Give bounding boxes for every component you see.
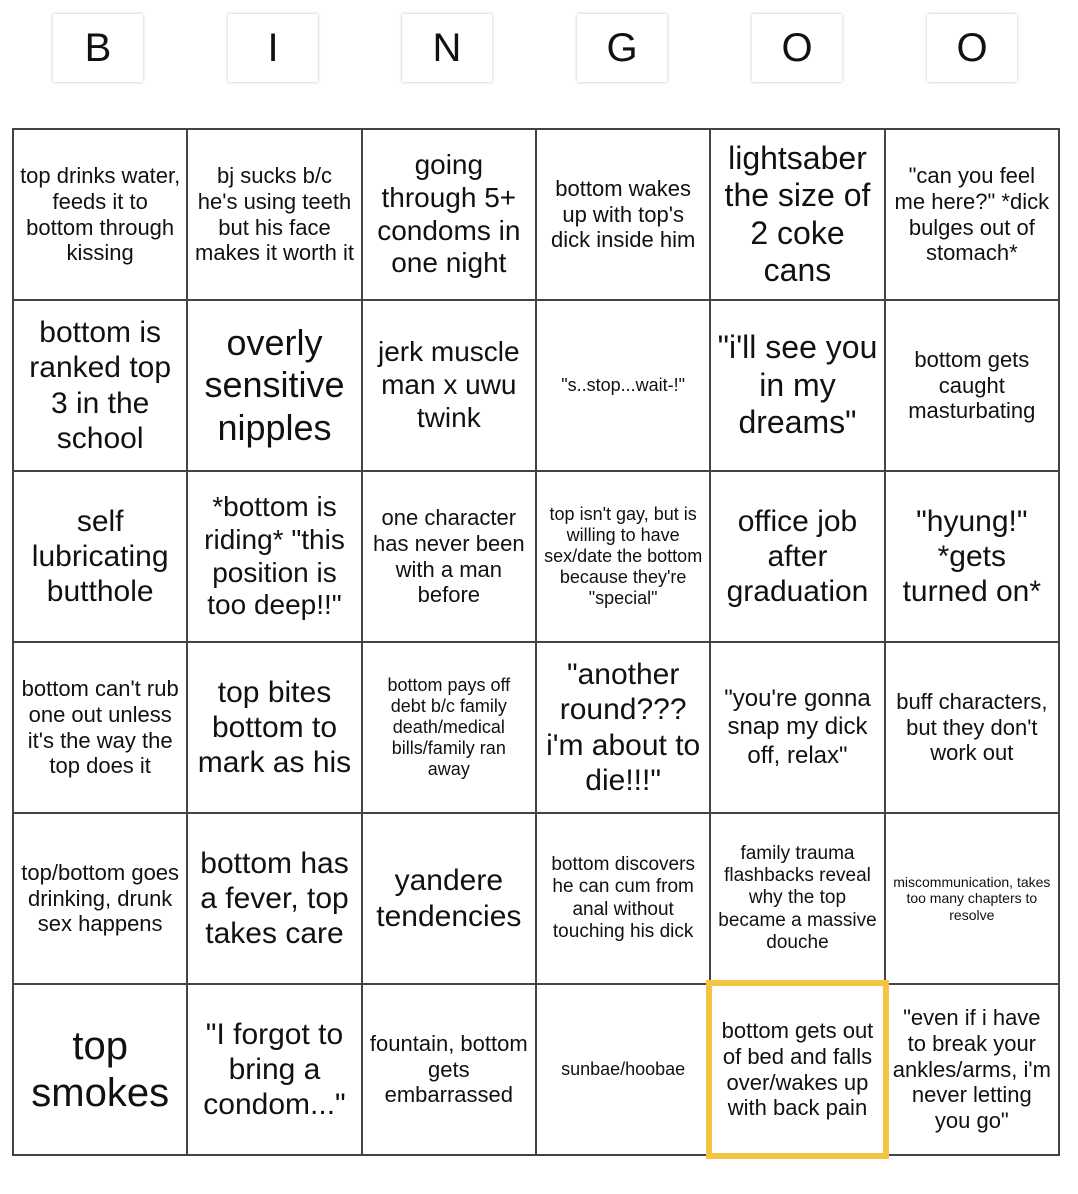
bingo-cell[interactable]: "another round??? i'm about to die!!!" xyxy=(536,642,710,813)
bingo-cell[interactable]: family trauma flashbacks reveal why the top became a massive douche xyxy=(710,813,884,984)
bingo-cell[interactable]: "even if i have to break your ankles/arms, i'm never letting you go" xyxy=(885,984,1059,1155)
bingo-cell[interactable]: *bottom is riding* "this position is too deep!!" xyxy=(187,471,361,642)
bingo-cell[interactable]: "I forgot to bring a condom..." xyxy=(187,984,361,1155)
bingo-cell[interactable]: "hyung!" *gets turned on* xyxy=(885,471,1059,642)
bingo-row xyxy=(13,129,1059,300)
bingo-cell[interactable]: top smokes xyxy=(13,984,187,1155)
bingo-row xyxy=(13,984,1059,1155)
bingo-cell[interactable]: lightsaber the size of 2 coke cans xyxy=(710,129,884,300)
bingo-cell[interactable]: self lubricating butthole xyxy=(13,471,187,642)
bingo-row xyxy=(13,471,1059,642)
bingo-cell[interactable]: top bites bottom to mark as his xyxy=(187,642,361,813)
bingo-grid xyxy=(12,128,1060,1156)
header-letter-n: N xyxy=(402,14,492,82)
bingo-row xyxy=(13,300,1059,471)
bingo-cell[interactable]: top isn't gay, but is willing to have sex/date the bottom because they're "special" xyxy=(536,471,710,642)
bingo-cell[interactable]: top/bottom goes drinking, drunk sex happens xyxy=(13,813,187,984)
bingo-cell[interactable]: bottom discovers he can cum from anal without touching his dick xyxy=(536,813,710,984)
bingo-cell[interactable]: top drinks water, feeds it to bottom through kissing xyxy=(13,129,187,300)
header-letter-b: B xyxy=(53,14,143,82)
bingo-cell[interactable]: bottom pays off debt b/c family death/medical bills/family ran away xyxy=(362,642,536,813)
bingo-cell[interactable]: "i'll see you in my dreams" xyxy=(710,300,884,471)
header-letter-g: G xyxy=(577,14,667,82)
bingo-cell[interactable]: sunbae/hoobae xyxy=(536,984,710,1155)
bingo-cell[interactable]: yandere tendencies xyxy=(362,813,536,984)
bingo-cell[interactable]: going through 5+ condoms in one night xyxy=(362,129,536,300)
bingo-cell[interactable]: bottom is ranked top 3 in the school xyxy=(13,300,187,471)
bingo-cell[interactable]: bottom gets caught masturbating xyxy=(885,300,1059,471)
bingo-cell-selected[interactable]: bottom gets out of bed and falls over/wakes up with back pain xyxy=(710,984,884,1155)
bingo-cell[interactable]: miscommunication, takes too many chapters to resolve xyxy=(885,813,1059,984)
bingo-cell[interactable]: one character has never been with a man before xyxy=(362,471,536,642)
bingo-cell[interactable]: bottom has a fever, top takes care xyxy=(187,813,361,984)
bingo-cell[interactable]: "s..stop...wait-!" xyxy=(536,300,710,471)
bingo-cell[interactable]: fountain, bottom gets embarrassed xyxy=(362,984,536,1155)
bingo-row xyxy=(13,642,1059,813)
header-letter-o-2: O xyxy=(927,14,1017,82)
header-letter-i: I xyxy=(228,14,318,82)
bingo-cell[interactable]: "you're gonna snap my dick off, relax" xyxy=(710,642,884,813)
bingo-cell[interactable]: bottom wakes up with top's dick inside him xyxy=(536,129,710,300)
header-letter-o: O xyxy=(752,14,842,82)
bingo-cell[interactable]: jerk muscle man x uwu twink xyxy=(362,300,536,471)
bingo-cell[interactable]: bj sucks b/c he's using teeth but his face makes it worth it xyxy=(187,129,361,300)
bingo-cell[interactable]: buff characters, but they don't work out xyxy=(885,642,1059,813)
bingo-cell[interactable]: "can you feel me here?" *dick bulges out of stomach* xyxy=(885,129,1059,300)
bingo-cell[interactable]: bottom can't rub one out unless it's the way the top does it xyxy=(13,642,187,813)
bingo-row xyxy=(13,813,1059,984)
bingo-cell[interactable]: office job after graduation xyxy=(710,471,884,642)
bingo-cell[interactable]: overly sensitive nipples xyxy=(187,300,361,471)
